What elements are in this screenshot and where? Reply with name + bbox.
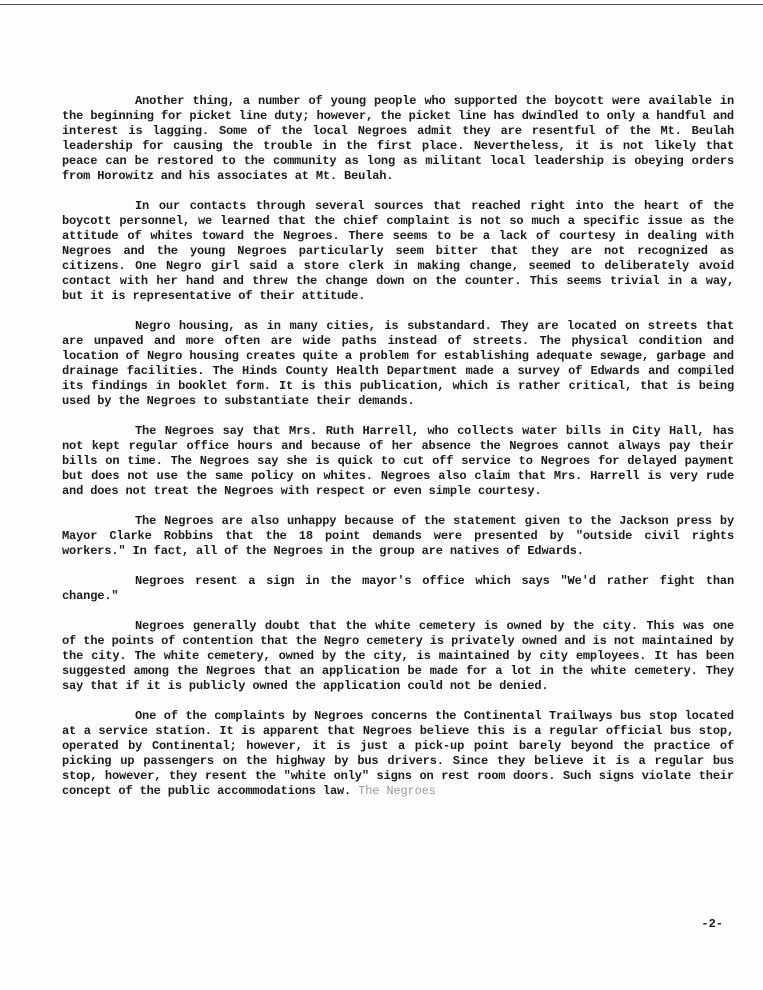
- paragraph-bus-stop: [62, 709, 734, 799]
- paragraph-housing: Negro housing, as in many cities, is substandard. They are located on streets that are unpaved and more often are wide paths instead of streets. The physical condition and location of Negro housing creates quite a problem for establishing adequate sewage, garbage and drainage facilities. The Hinds County Health Department made a survey of Edwards and compiled its findings in booklet form. It is this publication, which is rather critical, that is being used by the Negroes to substantiate their demands.: [62, 319, 734, 408]
- paragraph-picket-line: Another thing, a number of young people who supported the boycott were available in the beginning for picket line duty; however, the picket line has dwindled to only a handful and interest is lagging. Some of the local Negroes admit they are resentful of the Mt. Beulah leadership for causing the trouble in the first place. Nevertheless, it is not likely that peace can be restored to the community as long as militant local leadership is obeying orders from Horowitz and his associates at Mt. Beulah.: [62, 94, 734, 183]
- paragraph-press-statement: The Negroes are also unhappy because of the statement given to the Jackson press by Mayor Clarke Robbins that the 18 point demands were presented by "outside civil rights workers." In fact, all of the Negroes in the group are natives of Edwards.: [62, 514, 734, 558]
- paragraph-water-bills: The Negroes say that Mrs. Ruth Harrell, who collects water bills in City Hall, has not kept regular office hours and because of her absence the Negroes cannot always pay their bills on time. The Negroes say she is quick to cut off service to Negroes for delayed payment but does not use the same policy on whites. Negroes also claim that Mrs. Harrell is very rude and does not treat the Negroes with respect or even simple courtesy.: [62, 424, 734, 498]
- page-number: -2-: [701, 917, 723, 931]
- paragraph-cemetery: Negroes generally doubt that the white cemetery is owned by the city. This was one of the points of contention that the Negro cemetery is privately owned and is not maintained by the city. The white cemetery, owned by the city, is maintained by city employees. It has been suggested among the Negroes that an application be made for a lot in the white cemetery. They say that if it is publicly owned the application could not be denied.: [62, 619, 734, 693]
- carryover-text: The Negroes: [358, 784, 436, 798]
- paragraph-bus-stop-text: One of the complaints by Negroes concerns the Continental Trailways bus stop located at a service station. It is apparent that Negroes believe this is a regular official bus stop, operated by Continental; however, it is just a pick-up point barely beyond the practice of picking up passengers on the highway by bus drivers. Since they believe it is a regular bus stop, however, they resent the "white only" signs on rest room doors. Such signs violate their concept of the public accommodations law.: [62, 709, 734, 798]
- document-body: [62, 94, 734, 799]
- paragraph-attitude: In our contacts through several sources that reached right into the heart of the boycott personnel, we learned that the chief complaint is not so much a specific issue as the attitude of whites toward the Negroes. There seems to be a lack of courtesy in dealing with Negroes and the young Negroes particularly seem bitter that they are not recognized as citizens. One Negro girl said a store clerk in making change, seemed to deliberately avoid contact with her hand and threw the change down on the counter. This seems trivial in a way, but it is representative of their attitude.: [62, 199, 734, 303]
- paragraph-mayor-sign: Negroes resent a sign in the mayor's office which says "We'd rather fight than change.": [62, 574, 734, 603]
- top-rule: [0, 4, 763, 5]
